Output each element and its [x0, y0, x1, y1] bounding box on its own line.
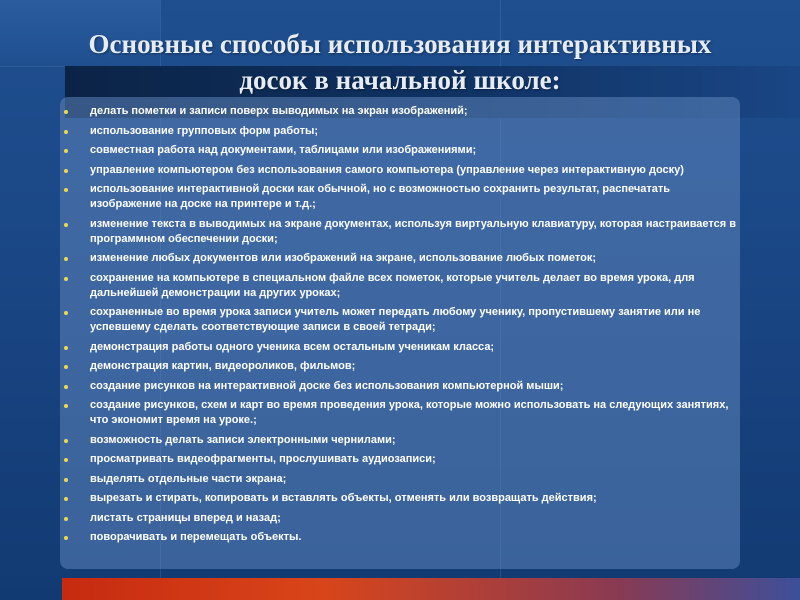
list-item-text: листать страницы вперед и назад;	[90, 511, 281, 524]
list-item-text: вырезать и стирать, копировать и вставлять объекты, отменять или возвращать действия;	[90, 492, 597, 504]
list-item-text: изменение любых документов или изображений на экране, использование любых пометок;	[90, 252, 596, 264]
bullet-icon	[64, 458, 68, 462]
list-item	[60, 433, 736, 448]
bullet-list	[60, 104, 736, 550]
list-item	[60, 163, 736, 178]
slide-title-line1: Основные способы использования интерактивных	[88, 29, 712, 59]
bullet-icon	[64, 478, 68, 482]
bullet-icon	[64, 188, 68, 192]
list-item	[60, 452, 736, 467]
list-item	[60, 491, 736, 506]
list-item	[60, 143, 736, 158]
list-item-text: использование групповых форм работы;	[90, 124, 319, 137]
slide-title	[0, 26, 800, 98]
list-item-text: создание рисунков на интерактивной доске без использования компьютерной мыши;	[90, 379, 564, 392]
bullet-icon	[64, 365, 68, 369]
list-item	[60, 305, 736, 335]
slide-title-line2: досок в начальной школе:	[239, 65, 561, 95]
list-item	[60, 511, 736, 526]
bullet-icon	[64, 257, 68, 261]
bullet-icon	[64, 169, 68, 173]
bullet-icon	[64, 385, 68, 389]
bullet-icon	[64, 130, 68, 134]
list-item	[60, 104, 736, 119]
list-item	[60, 217, 736, 247]
list-item-text: совместная работа над документами, таблицами или изображениями;	[90, 144, 477, 156]
list-item	[60, 251, 736, 266]
list-item-text: делать пометки и записи поверх выводимых на экран изображений;	[90, 105, 468, 117]
footer-bar	[62, 578, 800, 600]
list-item	[60, 271, 736, 301]
list-item-text: просматривать видеофрагменты, прослушивать аудиозаписи;	[90, 453, 436, 465]
list-item-text: демонстрация картин, видеороликов, фильмов;	[90, 360, 356, 372]
bullet-icon	[64, 497, 68, 501]
list-item-text: сохраненные во время урока записи учитель может передать любому ученику, пропустившему занятие или не успевшему сделать соответствующие записи в своей тетради;	[90, 306, 701, 333]
bullet-icon	[64, 277, 68, 281]
list-item	[60, 124, 736, 139]
list-item-text: возможность делать записи электронными чернилами;	[90, 433, 396, 446]
bullet-icon	[64, 346, 68, 350]
list-item-text: использование интерактивной доски как обычной, но с возможностью сохранить результат, распечатать изображение на доске на принтере и т.д.;	[90, 183, 670, 210]
bullet-icon	[64, 223, 68, 227]
list-item-text: демонстрация работы одного ученика всем остальным ученикам класса;	[90, 340, 495, 353]
list-item	[60, 472, 736, 487]
list-item-text: изменение текста в выводимых на экране документах, используя виртуальную клавиатуру, которая настраивается в программном обеспечении доски;	[90, 217, 736, 245]
list-item	[60, 182, 736, 212]
list-item	[60, 340, 736, 355]
bullet-icon	[64, 149, 68, 153]
list-item	[60, 530, 736, 545]
list-item	[60, 379, 736, 394]
bullet-icon	[64, 110, 68, 114]
list-item-text: выделять отдельные части экрана;	[90, 472, 287, 485]
bullet-icon	[64, 536, 68, 540]
list-item-text: создание рисунков, схем и карт во время проведения урока, которые можно использовать на следующих занятиях, что экономит время на уроке.;	[90, 399, 729, 426]
list-item	[60, 359, 736, 374]
bullet-icon	[64, 517, 68, 521]
bullet-icon	[64, 311, 68, 315]
list-item	[60, 398, 736, 428]
bullet-icon	[64, 439, 68, 443]
list-item-text: сохранение на компьютере в специальном файле всех пометок, которые учитель делает во время урока, для дальнейшей демонстрации на других уроках;	[90, 271, 695, 299]
list-item-text: поворачивать и перемещать объекты.	[90, 531, 302, 543]
list-item-text: управление компьютером без использования самого компьютера (управление через интерактивную доску)	[90, 163, 684, 176]
bullet-icon	[64, 404, 68, 408]
